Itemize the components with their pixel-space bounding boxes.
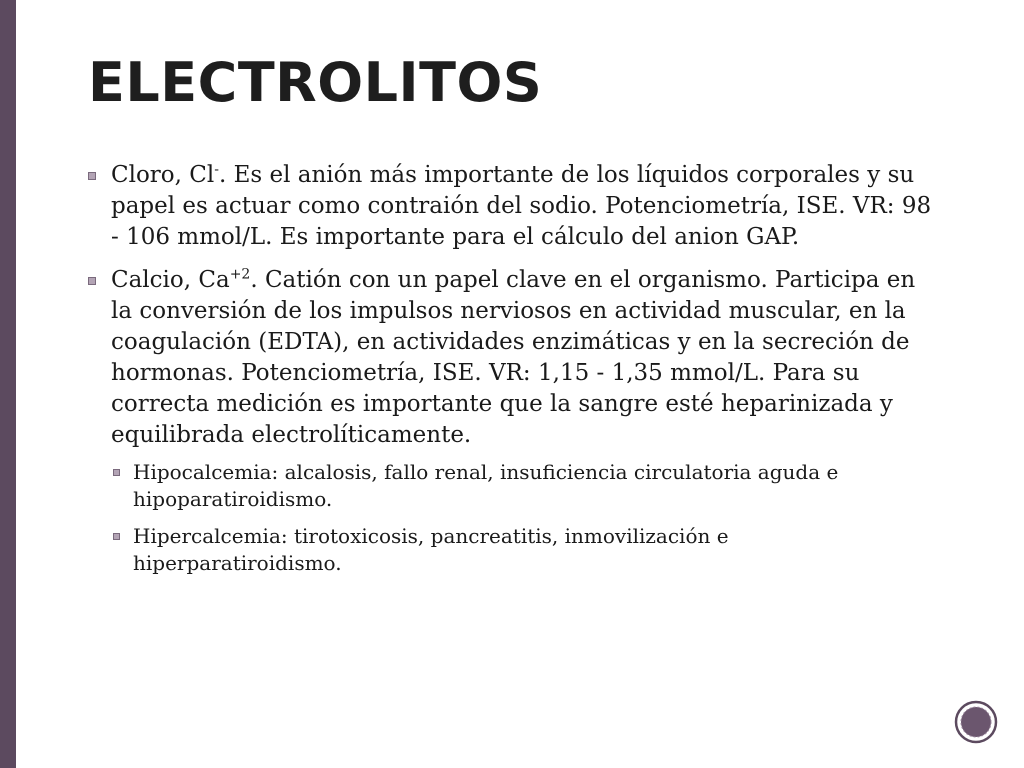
sub-bullet-hipocalcemia-text: Hipocalcemia: alcalosis, fallo renal, insuficiencia circulatoria aguda e hipoparatiroidismo. bbox=[133, 460, 839, 511]
slide-content bbox=[88, 160, 938, 589]
circle-emblem-icon bbox=[954, 700, 998, 744]
bullet-cloro-lead: Cloro, Cl bbox=[111, 162, 215, 188]
calcio-sub-list bbox=[111, 459, 938, 577]
sub-bullet-hipercalcemia-text: Hipercalcemia: tirotoxicosis, pancreatitis, inmovilización e hiperparatiroidismo. bbox=[133, 524, 729, 575]
square-bullet-icon bbox=[113, 469, 120, 476]
square-bullet-icon bbox=[88, 172, 96, 180]
bullet-calcio-text: . Catión con un papel clave en el organismo. Participa en la conversión de los impulsos nerviosos en actividad muscular, en la coagulación (EDTA), en actividades enzimáticas y en la secreción de hormonas. Potenciometría, ISE. VR: 1,15 - 1,35 mmol/L. Para su correcta medición es importante que la sangre esté heparinizada y equilibrada electrolíticamente. bbox=[111, 267, 916, 448]
square-bullet-icon bbox=[113, 533, 120, 540]
bullet-cloro bbox=[88, 160, 938, 253]
bullet-calcio bbox=[88, 265, 938, 577]
square-bullet-icon bbox=[88, 277, 96, 285]
slide-title: ELECTROLITOS bbox=[88, 51, 543, 114]
sub-bullet-hipercalcemia bbox=[111, 523, 938, 577]
bullet-cloro-text: . Es el anión más importante de los líquidos corporales y su papel es actuar como contraión del sodio. Potenciometría, ISE. VR: 98 - 106 mmol/L. Es importante para el cálculo del anion GAP. bbox=[111, 162, 932, 250]
sub-bullet-hipocalcemia bbox=[111, 459, 938, 513]
bullet-cloro-charge: - bbox=[214, 161, 219, 178]
left-accent-bar bbox=[0, 0, 16, 768]
bullet-calcio-charge: +2 bbox=[229, 266, 251, 283]
bullet-calcio-lead: Calcio, Ca bbox=[111, 267, 230, 293]
